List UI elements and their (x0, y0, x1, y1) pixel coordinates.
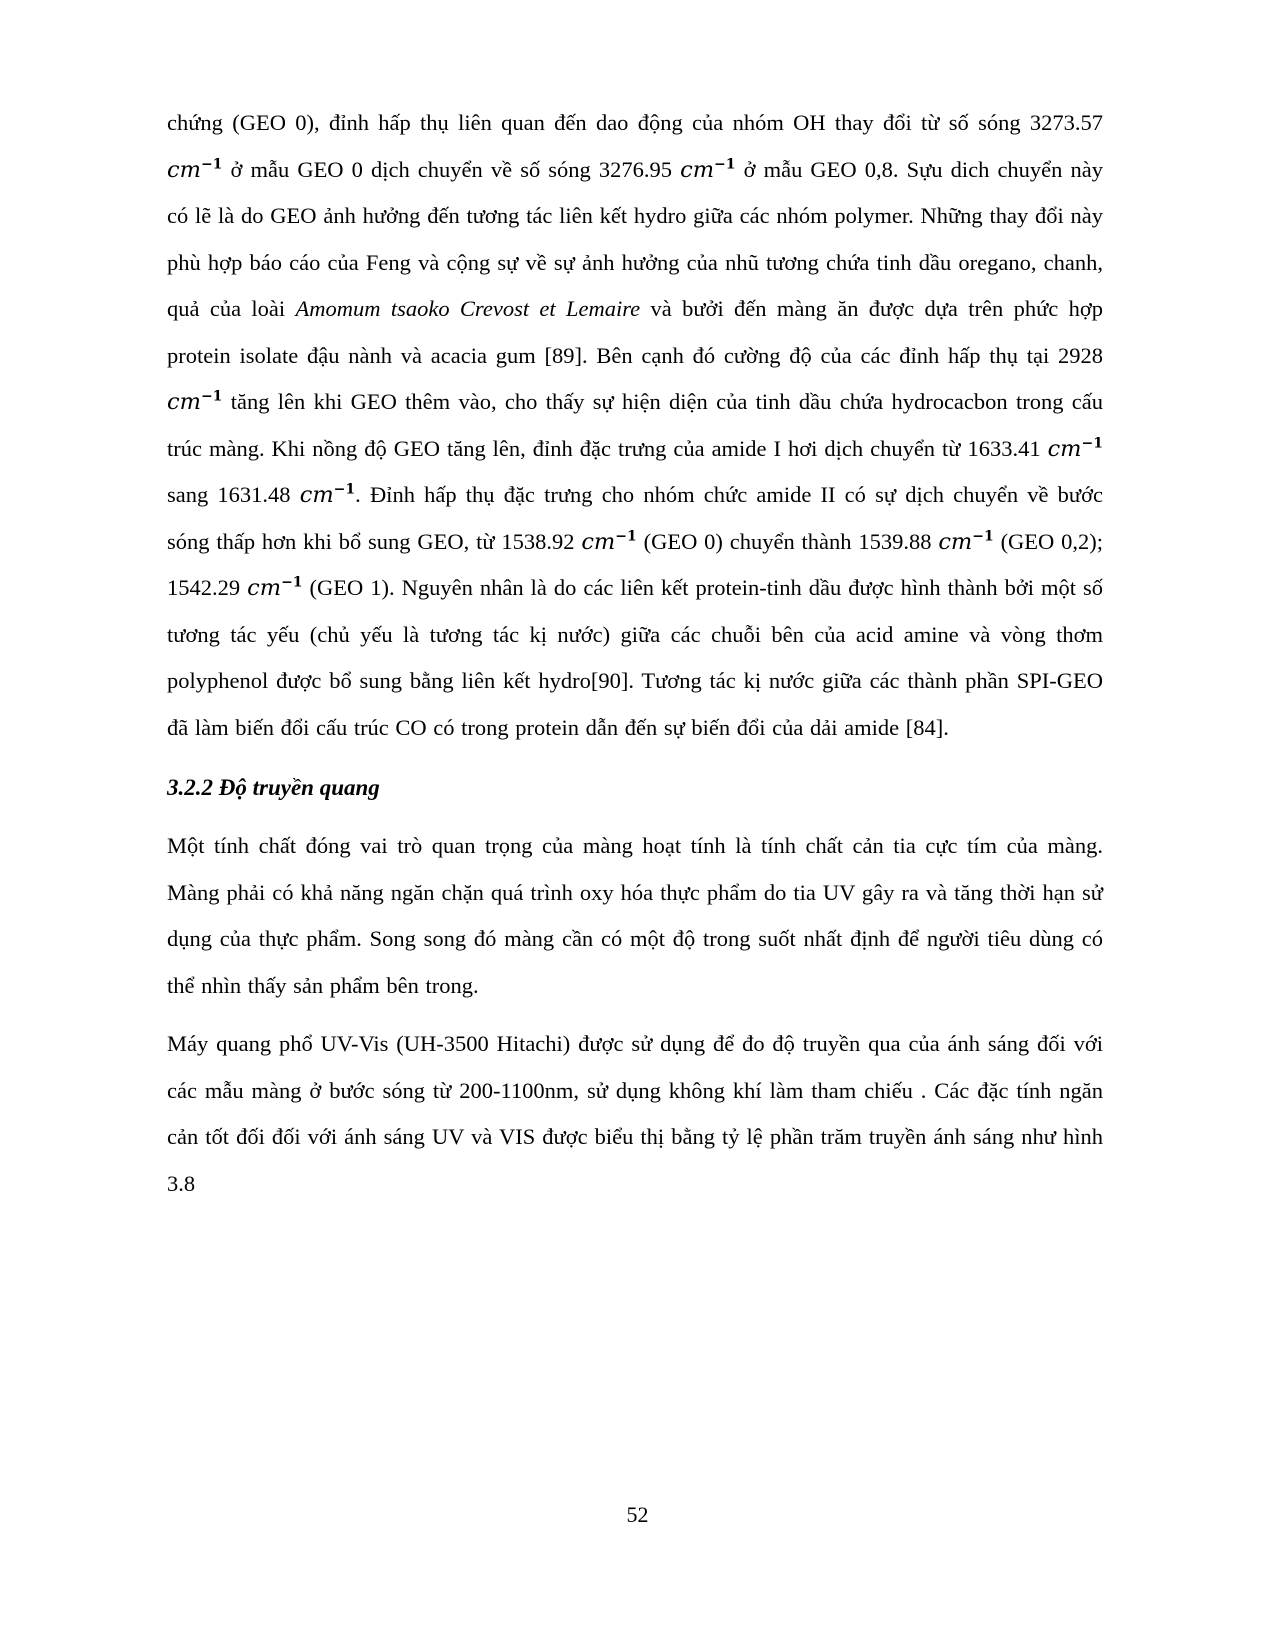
paragraph-uvvis-method: Máy quang phổ UV-Vis (UH-3500 Hitachi) được sử dụng để đo độ truyền qua của ánh sáng đối với các mẫu màng ở bước sóng từ 200-1100nm, sử dụng không khí làm tham chiếu . Các đặc tính ngăn cản tốt đối đối với ánh sáng UV và VIS được biểu thị bằng tỷ lệ phần trăm truyền ánh sáng như hình 3.8 (167, 1031, 1103, 1196)
text-segment: (GEO 0,2); 1542.29 (167, 528, 1103, 600)
text-segment: −1 (972, 528, 994, 544)
text-segment: . Đỉnh hấp thụ đặc trưng cho nhóm chức amide II có sự dịch chuyển về bước sóng thấp hơn khi bổ sung GEO, từ 1538.92 (167, 482, 1103, 554)
paragraph-transmittance-intro: Một tính chất đóng vai trò quan trọng của màng hoạt tính là tính chất cản tia cực tím của màng. Màng phải có khả năng ngăn chặn quá trình oxy hóa thực phẩm do tia UV gây ra và tăng thời hạn sử dụng của thực phẩm. Song song đó màng cần có một độ trong suốt nhất định để người tiêu dùng có thể nhìn thấy sản phẩm bên trong. (167, 833, 1103, 998)
text-segment: Amomum tsaoko Crevost et Lemaire (295, 296, 641, 321)
text-segment: cm (247, 575, 282, 601)
text-segment: cm (581, 528, 616, 555)
text-segment: (GEO 0) chuyển thành 1539.88 (636, 528, 939, 554)
text-segment: −1 (615, 528, 637, 544)
text-segment: (GEO 1). Nguyên nhân là do các liên kết protein-tinh dầu được hình thành bởi một số tương tác yếu (chủ yếu là tương tác kị nước) giữa các chuỗi bên của acid amine và vòng thơm polyphenol được bổ sung bằng liên kết hydro[90]. Tương tác kị nước giữa các thành phần SPI-GEO đã làm biến đổi cấu trúc CO có trong protein dẫn đến sự biến đổi của dải amide [84]. (167, 575, 1103, 740)
text-segment: sang 1631.48 (167, 482, 300, 507)
text-segment: ở mẫu GEO 0 dịch chuyển về số sóng 3276.95 (222, 156, 681, 182)
text-segment: cm (1047, 435, 1082, 462)
text-segment: −1 (200, 388, 223, 405)
text-segment: cm (167, 156, 201, 183)
text-segment: cm (938, 528, 973, 555)
text-segment: chứng (GEO 0), đỉnh hấp thụ liên quan đến dao động của nhóm OH thay đổi từ số sóng 3273.57 (167, 110, 1103, 135)
text-segment: cm (167, 389, 201, 415)
paragraph-ftir-discussion (167, 100, 1103, 751)
text-segment: cm (680, 156, 715, 183)
page-body (167, 100, 1103, 1207)
text-segment: −1 (200, 156, 223, 172)
text-segment: −1 (714, 156, 736, 172)
text-segment: và bưởi đến màng ăn được dựa trên phức hợp protein isolate đậu nành và acacia gum [89]. Bên cạnh đó cường độ của các đỉnh hấp thụ tại 2928 (167, 296, 1103, 368)
page-number: 52 (626, 1502, 649, 1527)
text-segment: −1 (281, 574, 303, 591)
text-segment: −1 (333, 481, 356, 498)
text-segment: cm (299, 482, 334, 508)
text-segment: tăng lên khi GEO thêm vào, cho thấy sự hiện diện của tinh dầu chứa hydrocacbon trong cấu trúc màng. Khi nồng độ GEO tăng lên, đỉnh đặc trưng của amide I hơi dịch chuyển từ 1633.41 (167, 389, 1103, 461)
text-segment: ở mẫu GEO 0,8. Sựu dich chuyển này có lẽ là do GEO ảnh hưởng đến tương tác liên kết hydro giữa các nhóm polymer. Những thay đổi này phù hợp báo cáo của Feng và cộng sự về sự ảnh hưởng của nhũ tương chứa tinh dầu oregano, chanh, quả của loài (167, 156, 1103, 321)
section-heading: 3.2.2 Độ truyền quang (167, 775, 380, 800)
text-segment: −1 (1081, 435, 1103, 451)
